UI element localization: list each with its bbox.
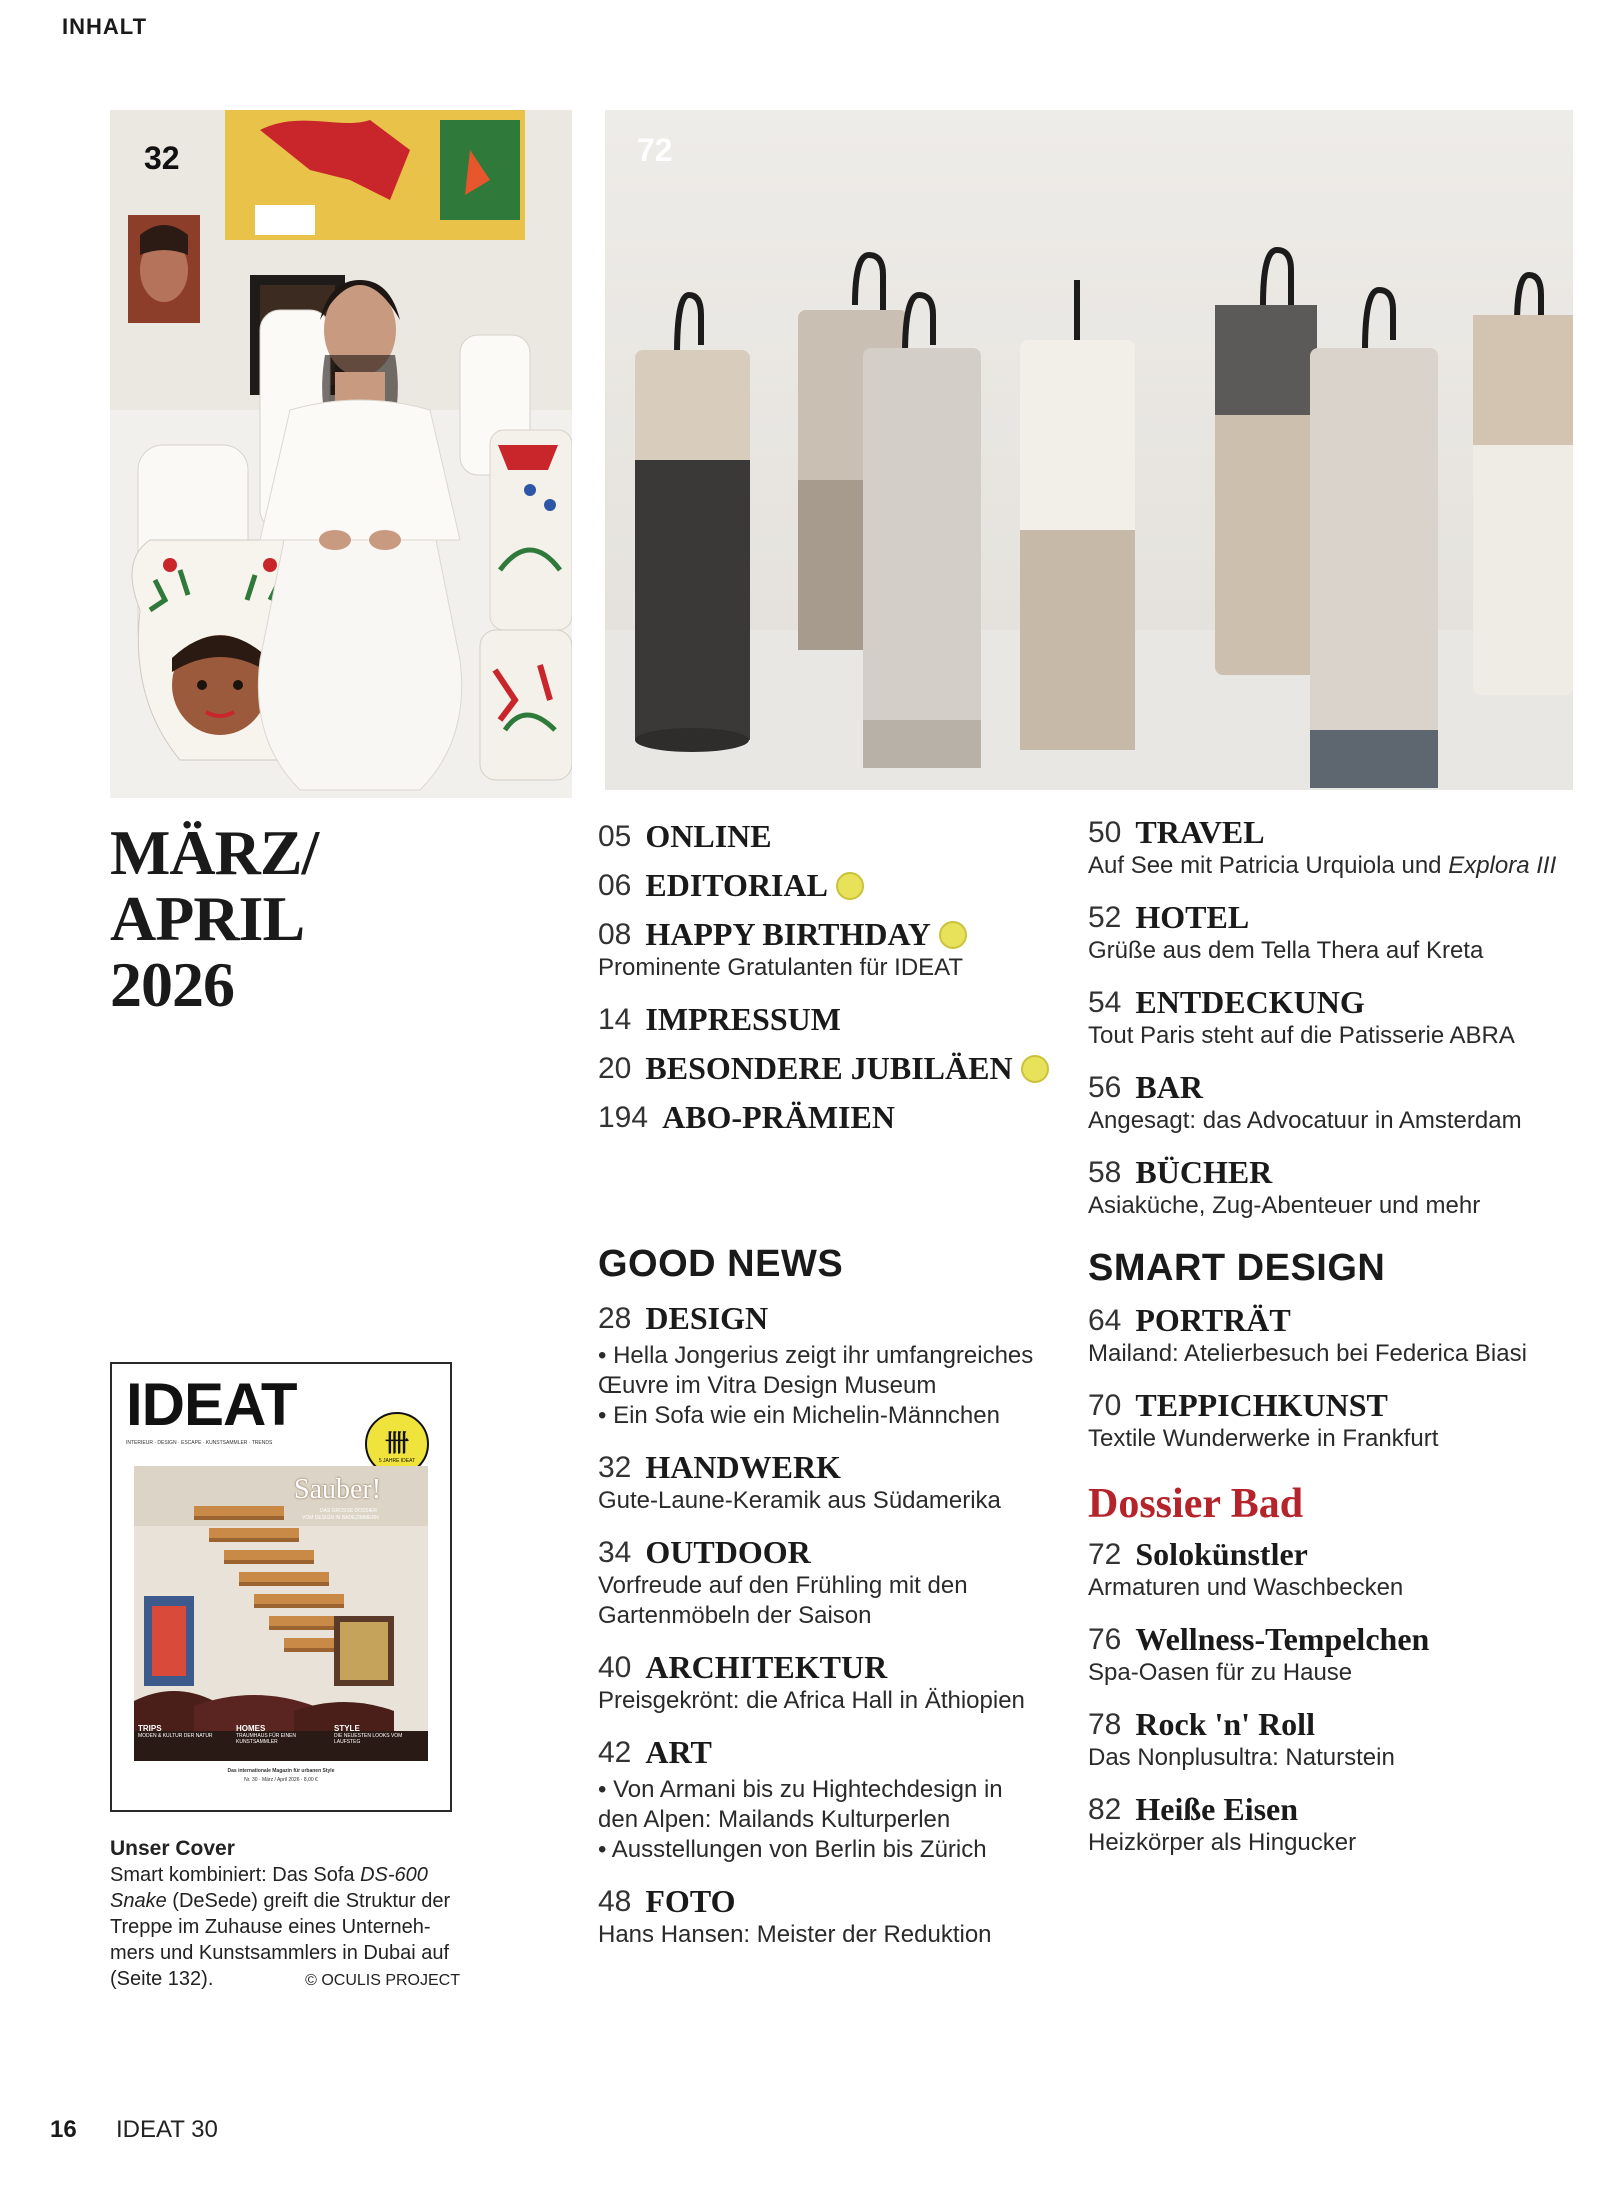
toc-page-number: 48 (598, 1884, 632, 1918)
toc-entry[interactable] (1088, 1387, 1598, 1454)
washbasins-illustration (605, 110, 1573, 790)
photo-artist (110, 110, 572, 798)
toc-subtitle: Angesagt: das Advocatuur in Amsterdam (1088, 1107, 1522, 1134)
toc-subtitle-text: Auf See mit Patricia Urquiola und (1088, 852, 1442, 879)
issue-date-line: MÄRZ/ (110, 817, 319, 888)
toc-title: PORTRÄT (1135, 1302, 1291, 1338)
toc-entry[interactable] (598, 1050, 1078, 1087)
toc-entry[interactable] (598, 1001, 1078, 1038)
toc-subtitle: Tout Paris steht auf die Patisserie ABRA (1088, 1022, 1515, 1049)
toc-page-number: 05 (598, 819, 632, 853)
toc-entry[interactable] (1088, 1791, 1598, 1858)
toc-subtitle: Heizkörper als Hingucker (1088, 1829, 1357, 1856)
magazine-issue: IDEAT 30 (116, 2116, 218, 2143)
tally-marks-icon: 卌 (385, 1430, 409, 1457)
toc-subtitle: Das Nonplusultra: Naturstein (1088, 1744, 1395, 1771)
toc-title: DESIGN (645, 1300, 769, 1336)
toc-page-number: 52 (1088, 900, 1122, 934)
toc-title: Wellness-Tempelchen (1135, 1621, 1430, 1657)
toc-subtitle: Mailand: Atelierbesuch bei Federica Biasi (1088, 1340, 1527, 1367)
toc-entry[interactable] (1088, 1536, 1598, 1603)
toc-entry[interactable] (1088, 984, 1598, 1051)
toc-subtitle: Textile Wunderwerke in Frankfurt (1088, 1425, 1439, 1452)
toc-page-number: 28 (598, 1301, 632, 1335)
toc-page-number: 82 (1088, 1792, 1122, 1826)
toc-page-number: 32 (598, 1450, 632, 1484)
issue-date-line: APRIL (110, 883, 305, 954)
toc-subtitle: Grüße aus dem Tella Thera auf Kreta (1088, 937, 1484, 964)
cover-headline: Sauber! (294, 1474, 382, 1505)
toc-page-number: 58 (1088, 1155, 1122, 1189)
toc-title: BAR (1135, 1069, 1203, 1105)
contents-column-main (598, 818, 1078, 1136)
toc-page-number: 20 (598, 1051, 632, 1085)
toc-bullet: den Alpen: Mailands Kulturperlen (598, 1806, 951, 1833)
photo-credit: © OCULIS PROJECT (305, 1972, 460, 1989)
photo-page-number: 32 (144, 140, 180, 176)
toc-title: ONLINE (645, 818, 772, 854)
toc-page-number: 56 (1088, 1070, 1122, 1104)
cover-logo: IDEAT (126, 1371, 297, 1438)
cover-teaser-text: TRAUMHAUS FÜR EINEN KUNSTSAMMLER (236, 1733, 297, 1745)
toc-subtitle: Prominente Gratulanten für IDEAT (598, 954, 964, 981)
toc-title: ABO-PRÄMIEN (662, 1099, 895, 1135)
toc-page-number: 40 (598, 1650, 632, 1684)
toc-page-number: 76 (1088, 1622, 1122, 1656)
cover-kicker: VOM DESIGN IN BADEZIMMERN (302, 1515, 379, 1521)
toc-subtitle: Armaturen und Waschbecken (1088, 1574, 1404, 1601)
toc-page-number: 06 (598, 868, 632, 902)
toc-title: ART (645, 1734, 712, 1770)
toc-bullet: • Von Armani bis zu Hightechdesign in (598, 1776, 1003, 1803)
toc-title: Solokünstler (1135, 1536, 1308, 1572)
toc-page-number: 72 (1088, 1537, 1122, 1571)
toc-subtitle: Hans Hansen: Meister der Reduktion (598, 1921, 992, 1948)
cover-caption-line (110, 1888, 460, 1914)
toc-subtitle: Vorfreude auf den Frühling mit den (598, 1572, 968, 1599)
cover-caption (110, 1836, 460, 1994)
toc-subtitle: Spa-Oasen für zu Hause (1088, 1659, 1353, 1686)
toc-bullet: • Hella Jongerius zeigt ihr umfangreiches (598, 1342, 1034, 1369)
toc-title: Rock 'n' Roll (1135, 1706, 1315, 1742)
page-number: 16 (50, 2116, 77, 2143)
toc-subtitle (1088, 851, 1598, 881)
toc-subtitle: Asiaküche, Zug-Abenteuer und mehr (1088, 1192, 1481, 1219)
cover-caption-emphasis: Snake (110, 1890, 167, 1912)
cover-footer: Das internationale Magazin für urbanen Style (227, 1768, 335, 1774)
toc-page-number: 42 (598, 1735, 632, 1769)
toc-title: IMPRESSUM (645, 1001, 841, 1037)
toc-title: Heiße Eisen (1135, 1791, 1299, 1827)
toc-title: ENTDECKUNG (1135, 984, 1365, 1020)
toc-entry[interactable] (598, 1649, 1078, 1716)
category-heading: SMART DESIGN (1088, 1247, 1386, 1289)
toc-title: HOTEL (1135, 899, 1250, 935)
toc-page-number: 34 (598, 1535, 632, 1569)
toc-title: BESONDERE JUBILÄEN (645, 1050, 1013, 1086)
toc-entry[interactable] (598, 916, 1078, 983)
dossier-heading: Dossier Bad (1088, 1481, 1304, 1527)
cover-caption-line (110, 1862, 460, 1888)
toc-bullet: • Ein Sofa wie ein Michelin-Männchen (598, 1402, 1000, 1429)
toc-entry[interactable] (598, 1734, 1078, 1865)
toc-bullet-list (598, 1341, 1078, 1431)
cover-caption-line: Treppe im Zuhause eines Unterneh- (110, 1916, 431, 1938)
toc-subtitle-emphasis: Explora III (1448, 852, 1557, 879)
good-news-section (598, 1243, 1078, 1950)
anniversary-dot-icon (1021, 1055, 1049, 1083)
cover-teaser (236, 1724, 316, 1745)
issue-date (110, 817, 319, 1020)
photo-page-number: 72 (637, 132, 673, 168)
toc-entry[interactable] (1088, 814, 1598, 881)
toc-subtitle: Preisgekrönt: die Africa Hall in Äthiopien (598, 1687, 1025, 1714)
cover-tagline: INTERIEUR · DESIGN · ESCAPE · KUNSTSAMMLER · TRENDS (126, 1440, 273, 1446)
category-heading: GOOD NEWS (598, 1243, 844, 1285)
toc-entry[interactable] (598, 1883, 1078, 1950)
photo-washbasins (605, 110, 1573, 790)
toc-subtitle: Gute-Laune-Keramik aus Südamerika (598, 1487, 1001, 1514)
toc-entry[interactable] (1088, 1302, 1598, 1369)
anniversary-dot-icon (836, 872, 864, 900)
toc-page-number: 14 (598, 1002, 632, 1036)
toc-title: ARCHITEKTUR (645, 1649, 888, 1685)
cover-teaser (138, 1724, 218, 1739)
toc-entry[interactable] (598, 1300, 1078, 1431)
toc-title: FOTO (645, 1883, 736, 1919)
cover-teaser-title: HOMES (236, 1724, 266, 1733)
cover-photo (134, 1466, 428, 1761)
artist-illustration (110, 110, 572, 798)
staircase-illustration (134, 1466, 428, 1761)
toc-page-number: 50 (1088, 815, 1122, 849)
cover-teaser-title: STYLE (334, 1724, 360, 1733)
cover-caption-text: (DeSede) greift die Struktur der (172, 1890, 451, 1912)
toc-entry[interactable] (1088, 899, 1598, 966)
toc-entry[interactable] (598, 1449, 1078, 1516)
toc-page-number: 08 (598, 917, 632, 951)
toc-page-number: 70 (1088, 1388, 1122, 1422)
magazine-cover[interactable] (110, 1362, 452, 1812)
badge-text: 5 JAHRE IDEAT (378, 1458, 416, 1464)
cover-caption-text: Smart kombiniert: Das Sofa (110, 1864, 355, 1886)
cover-teaser-text: MODEN & KULTUR DER NATUR (138, 1733, 213, 1739)
cover-caption-line (110, 1966, 460, 1994)
cover-caption-line: mers und Kunstsammlers in Dubai auf (110, 1942, 450, 1964)
toc-entry[interactable] (598, 1099, 1078, 1136)
cover-kicker: DAS GROSSE DOSSIER (320, 1508, 377, 1514)
cover-issue-line: Nr. 30 · März / April 2026 · 8,00 € (244, 1777, 318, 1783)
toc-entry[interactable] (1088, 1069, 1598, 1136)
toc-entry[interactable] (598, 867, 1078, 904)
cover-caption-emphasis: DS-600 (360, 1864, 428, 1886)
toc-title: OUTDOOR (645, 1534, 811, 1570)
toc-page-number: 54 (1088, 985, 1122, 1019)
toc-title: BÜCHER (1135, 1154, 1273, 1190)
cover-teaser-text: DIE NEUESTEN LOOKS VOM LAUFSTEG (334, 1733, 403, 1745)
toc-bullet-list (598, 1775, 1078, 1865)
toc-title: EDITORIAL (645, 867, 828, 903)
toc-entry[interactable] (1088, 1706, 1598, 1773)
toc-title: HANDWERK (645, 1449, 841, 1485)
contents-column-right (1088, 814, 1598, 1858)
cover-caption-text: (Seite 132). (110, 1968, 214, 1990)
toc-bullet: Œuvre im Vitra Design Museum (598, 1372, 937, 1399)
cover-caption-heading: Unser Cover (110, 1837, 235, 1860)
section-label: INHALT (62, 14, 148, 39)
toc-bullet: • Ausstellungen von Berlin bis Zürich (598, 1836, 987, 1863)
toc-entry[interactable] (598, 1534, 1078, 1631)
issue-date-line: 2026 (110, 949, 234, 1020)
toc-page-number: 78 (1088, 1707, 1122, 1741)
toc-entry[interactable] (598, 818, 1078, 855)
toc-entry[interactable] (1088, 1154, 1598, 1221)
anniversary-dot-icon (939, 921, 967, 949)
toc-page-number: 194 (598, 1100, 649, 1134)
toc-title: TRAVEL (1135, 814, 1265, 850)
toc-title: TEPPICHKUNST (1135, 1387, 1388, 1423)
cover-teaser-title: TRIPS (138, 1724, 162, 1733)
toc-title: HAPPY BIRTHDAY (645, 916, 931, 952)
toc-page-number: 64 (1088, 1303, 1122, 1337)
toc-entry[interactable] (1088, 1621, 1598, 1688)
toc-subtitle: Gartenmöbeln der Saison (598, 1602, 872, 1629)
cover-teaser (334, 1724, 424, 1745)
